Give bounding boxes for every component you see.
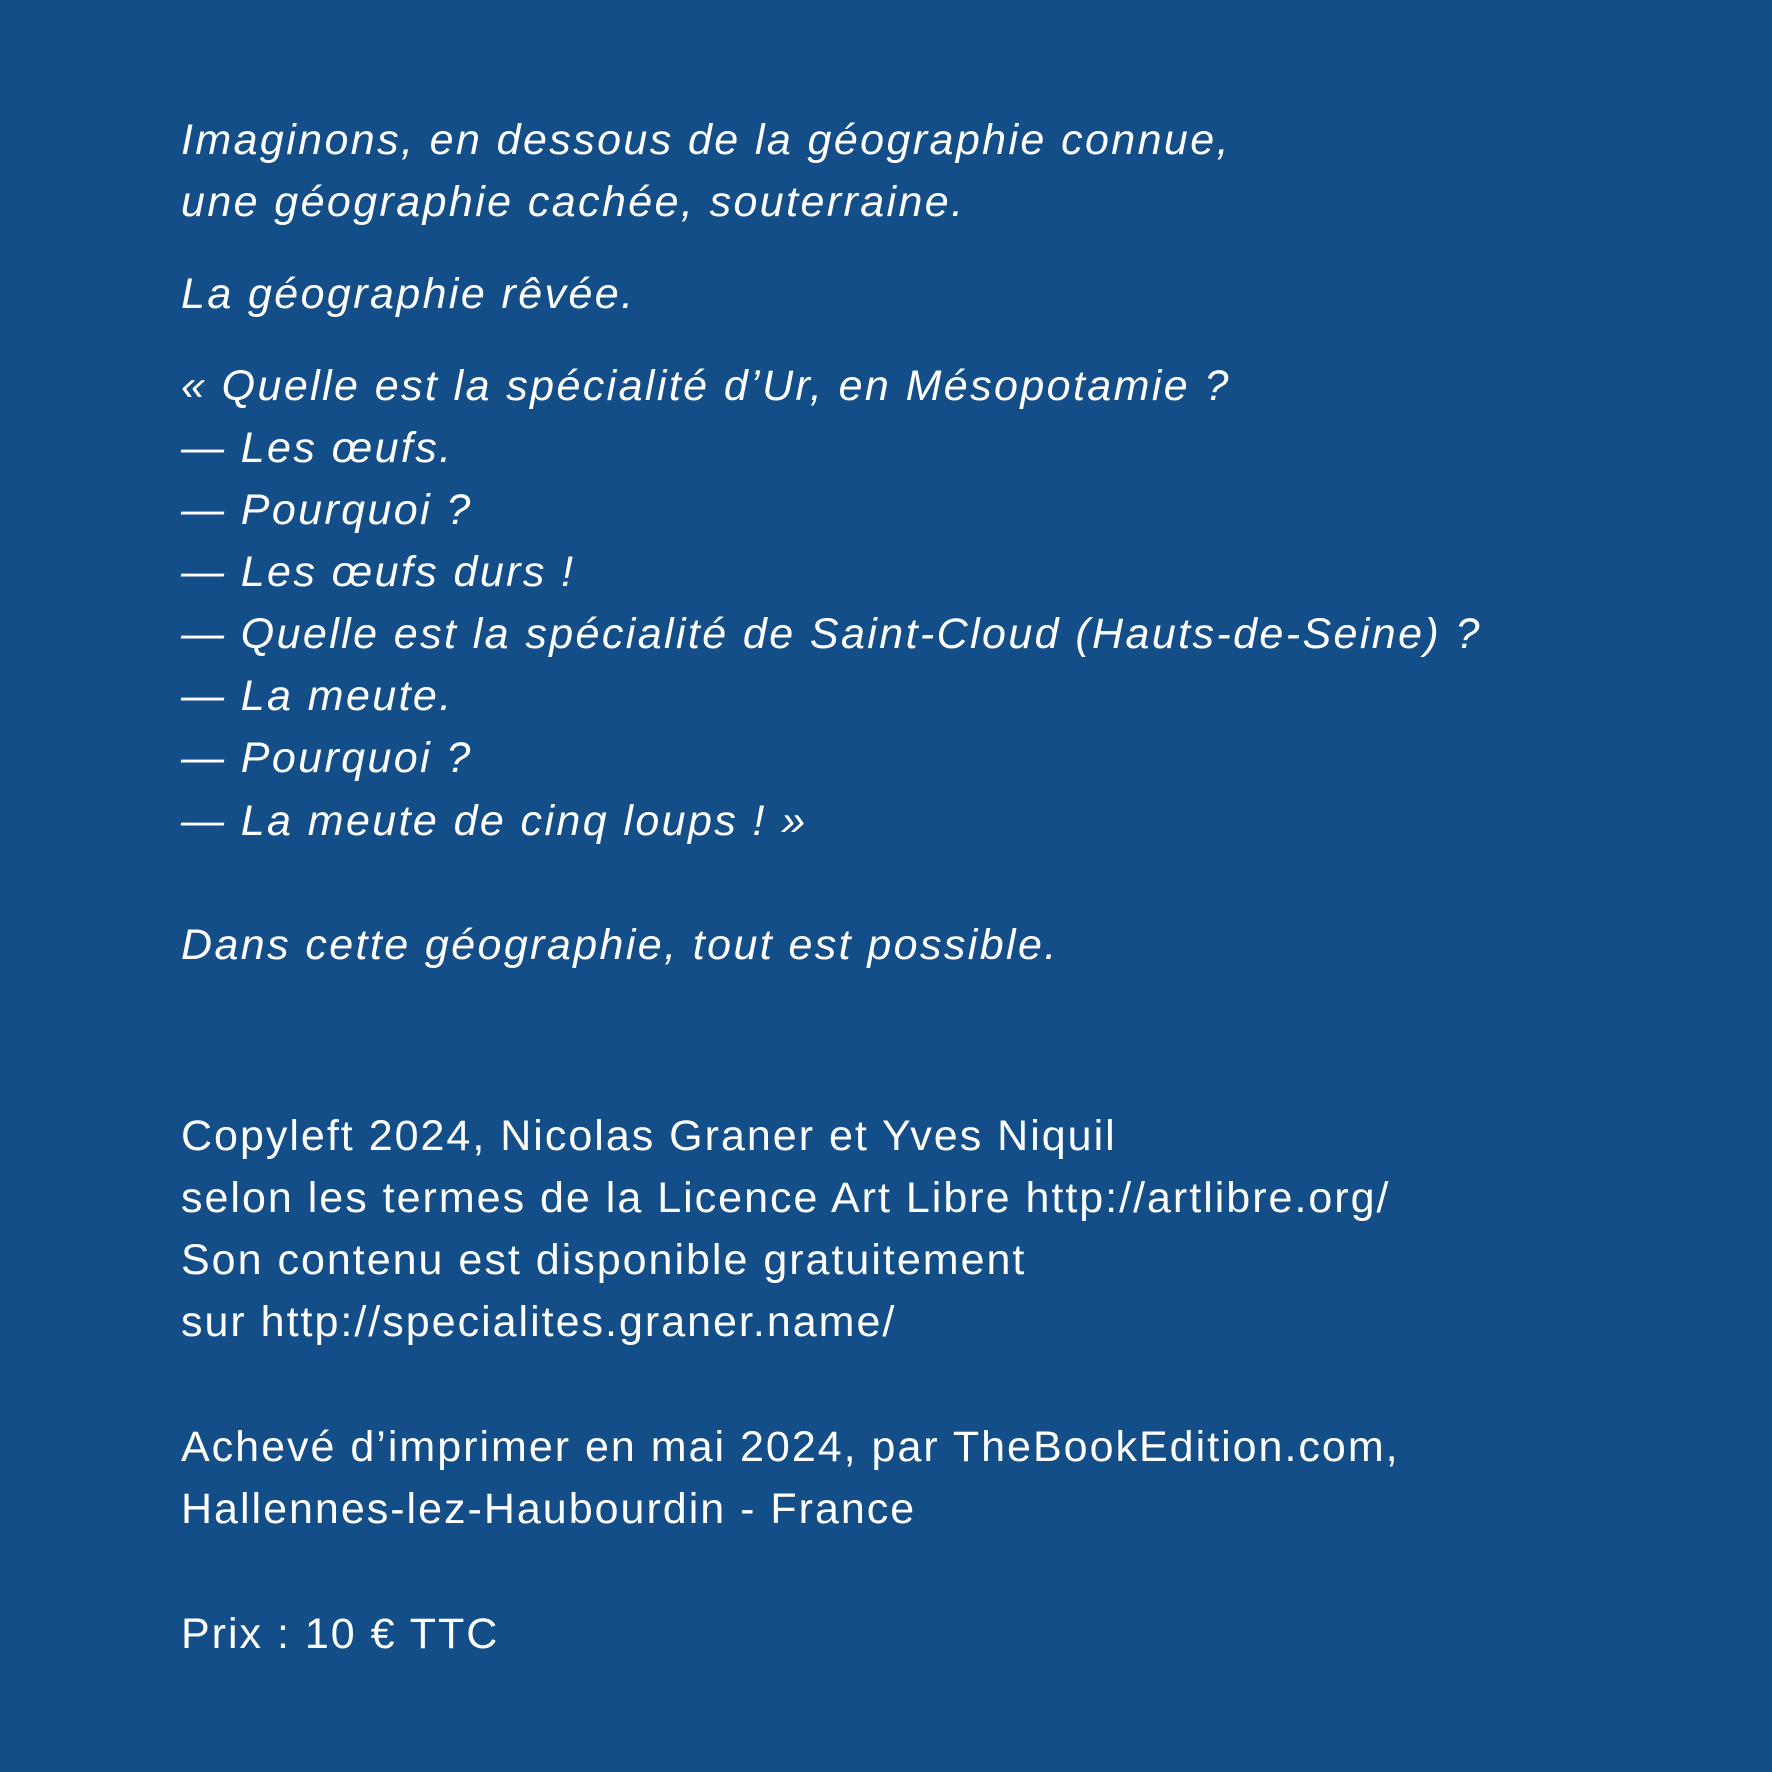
printed-line: Achevé d’imprimer en mai 2024, par TheBookEdition.com, (181, 1423, 1400, 1471)
dialogue-line: — La meute. (181, 672, 454, 720)
site-line: sur http://specialites.graner.name/ (181, 1298, 897, 1346)
dialogue-line: — Les œufs durs ! (181, 548, 576, 596)
dialogue-line: « Quelle est la spécialité d’Ur, en Mésopotamie ? (181, 362, 1231, 410)
dialogue-line: — Les œufs. (181, 424, 454, 472)
intro-line-2: une géographie cachée, souterraine. (181, 178, 966, 226)
availability-line: Son contenu est disponible gratuitement (181, 1236, 1027, 1284)
price-line: Prix : 10 € TTC (181, 1610, 500, 1658)
dialogue-line: — Quelle est la spécialité de Saint-Cloud (Hauts-de-Seine) ? (181, 610, 1482, 658)
intro-subtitle: La géographie rêvée. (181, 270, 636, 318)
closing-line: Dans cette géographie, tout est possible. (181, 921, 1059, 969)
intro-line-1: Imaginons, en dessous de la géographie connue, (181, 116, 1231, 164)
dialogue-line: — Pourquoi ? (181, 486, 473, 534)
place-line: Hallennes-lez-Haubourdin - France (181, 1485, 917, 1533)
dialogue-line: — Pourquoi ? (181, 734, 473, 782)
copyleft-line: Copyleft 2024, Nicolas Graner et Yves Niquil (181, 1112, 1117, 1160)
dialogue-line: — La meute de cinq loups ! » (181, 797, 808, 845)
license-line: selon les termes de la Licence Art Libre http://artlibre.org/ (181, 1174, 1391, 1222)
